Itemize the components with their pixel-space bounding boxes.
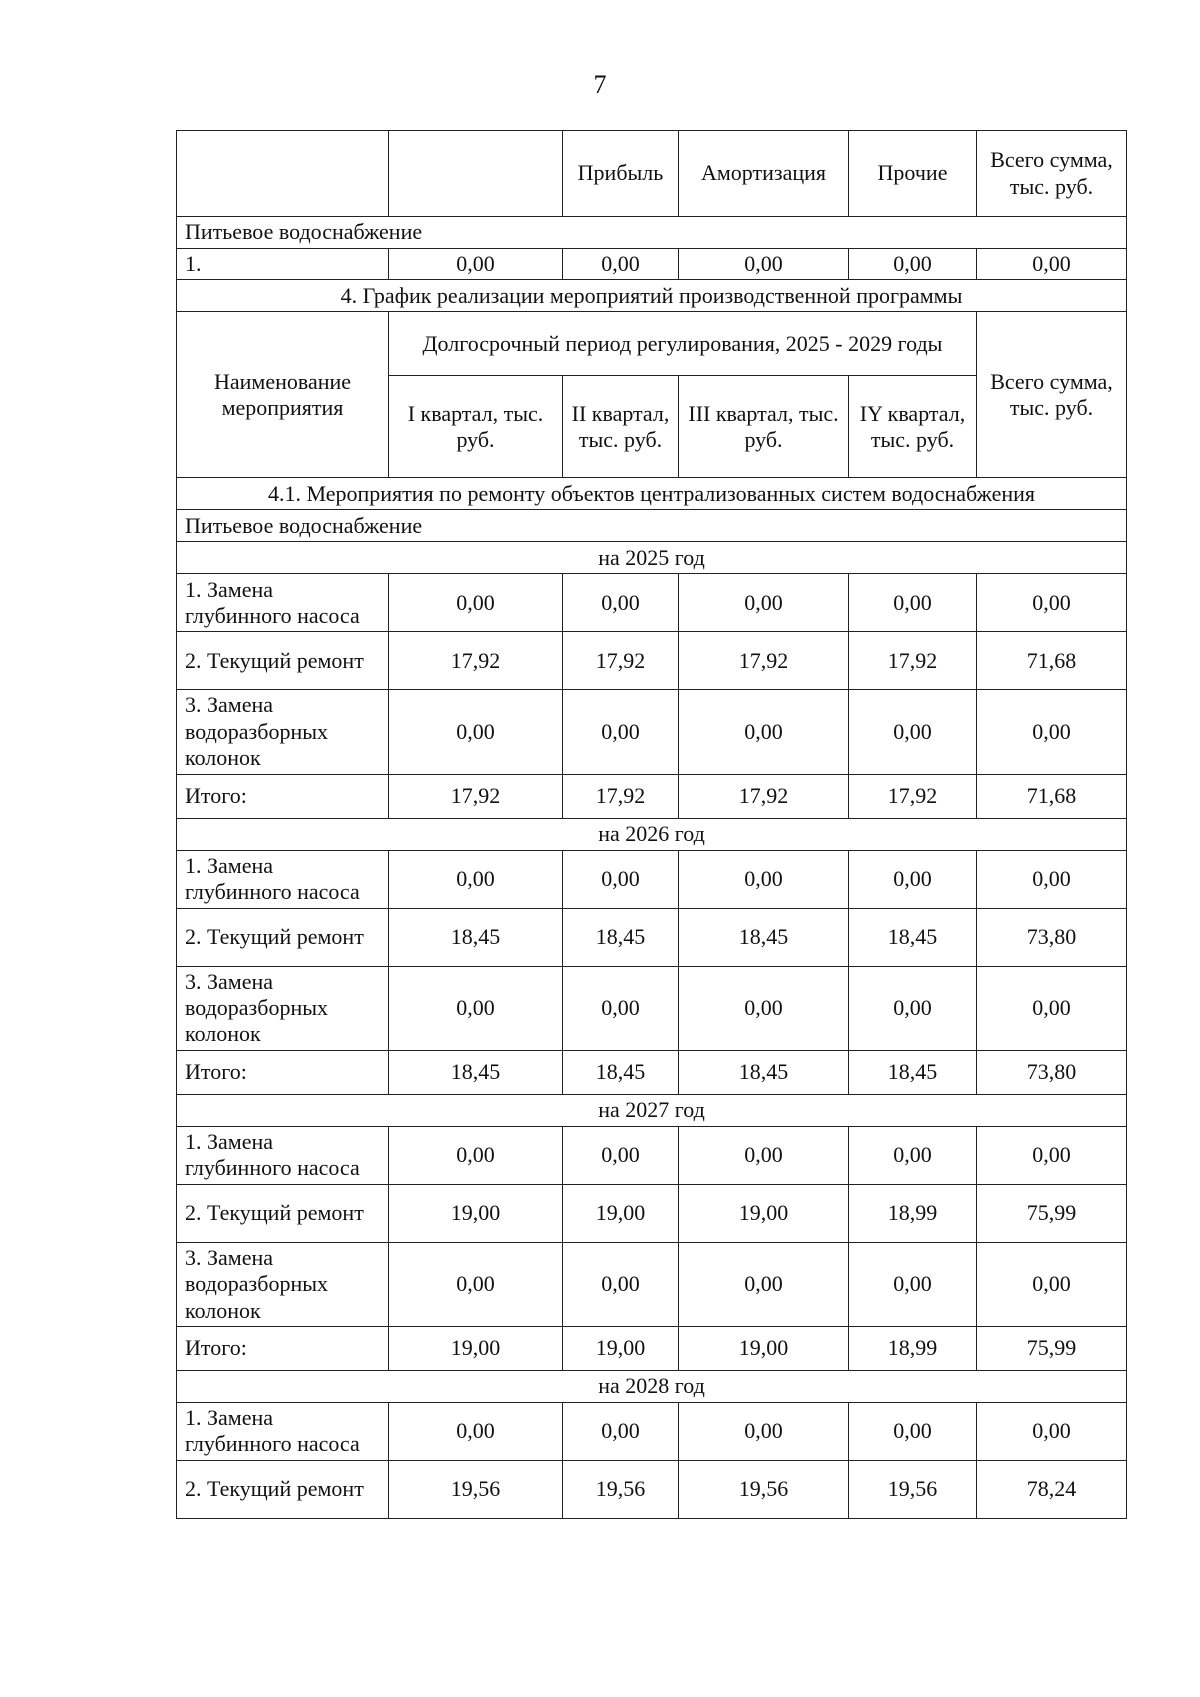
row-total-value: 71,68 bbox=[977, 632, 1127, 690]
header-total: Всего сумма, тыс. руб. bbox=[977, 131, 1127, 217]
funding-value: 0,00 bbox=[563, 249, 679, 280]
schedule-period-header: Долгосрочный период регулирования, 2025 - 2029 годы bbox=[389, 312, 977, 376]
subsection-title-row bbox=[177, 478, 1127, 510]
quarter-value: 0,00 bbox=[679, 1242, 849, 1326]
quarter-value: 18,45 bbox=[849, 1050, 977, 1094]
activity-label: 2. Текущий ремонт bbox=[177, 632, 389, 690]
activity-label: 3. Замена водоразборных колонок bbox=[177, 690, 389, 774]
quarter-value: 19,56 bbox=[679, 1460, 849, 1518]
document-table bbox=[176, 130, 1127, 1519]
quarter-value: 19,00 bbox=[679, 1326, 849, 1370]
quarter-value: 19,56 bbox=[389, 1460, 563, 1518]
quarter-value: 18,45 bbox=[389, 908, 563, 966]
funding-value: 0,00 bbox=[679, 249, 849, 280]
quarter-value: 17,92 bbox=[389, 774, 563, 818]
header-amortization: Амортизация bbox=[679, 131, 849, 217]
year-title-row bbox=[177, 1370, 1127, 1402]
activity-label: 2. Текущий ремонт bbox=[177, 1184, 389, 1242]
quarter-value: 19,00 bbox=[389, 1184, 563, 1242]
quarter-value: 0,00 bbox=[389, 1242, 563, 1326]
subsection-group: Питьевое водоснабжение bbox=[177, 510, 1127, 542]
row-total-value: 75,99 bbox=[977, 1184, 1127, 1242]
quarter-value: 0,00 bbox=[389, 850, 563, 908]
quarter-value: 17,92 bbox=[849, 632, 977, 690]
quarter-value: 17,92 bbox=[849, 774, 977, 818]
quarter-value: 18,45 bbox=[849, 908, 977, 966]
quarter-value: 0,00 bbox=[563, 1126, 679, 1184]
quarter-value: 19,00 bbox=[679, 1184, 849, 1242]
funding-value: 0,00 bbox=[849, 249, 977, 280]
row-total-value: 71,68 bbox=[977, 774, 1127, 818]
table-row bbox=[177, 574, 1127, 632]
quarter-value: 0,00 bbox=[389, 690, 563, 774]
table-row bbox=[177, 1460, 1127, 1518]
quarter-value: 17,92 bbox=[679, 632, 849, 690]
quarter-value: 0,00 bbox=[563, 966, 679, 1050]
row-total-value: 0,00 bbox=[977, 574, 1127, 632]
funding-row-label: 1. bbox=[177, 249, 389, 280]
total-row bbox=[177, 1050, 1127, 1094]
quarter-value: 0,00 bbox=[389, 1126, 563, 1184]
quarter-value: 18,45 bbox=[679, 908, 849, 966]
quarter-value: 18,45 bbox=[679, 1050, 849, 1094]
quarter-value: 0,00 bbox=[849, 1242, 977, 1326]
funding-value: 0,00 bbox=[389, 249, 563, 280]
subsection-title: 4.1. Мероприятия по ремонту объектов централизованных систем водоснабжения bbox=[177, 478, 1127, 510]
total-label: Итого: bbox=[177, 774, 389, 818]
year-title-row bbox=[177, 818, 1127, 850]
funding-section-row bbox=[177, 217, 1127, 249]
header-empty-cell bbox=[177, 131, 389, 217]
schedule-name-header: Наименование мероприятия bbox=[177, 312, 389, 478]
table-row bbox=[177, 850, 1127, 908]
activity-label: 2. Текущий ремонт bbox=[177, 908, 389, 966]
quarter-value: 0,00 bbox=[849, 574, 977, 632]
table-row bbox=[177, 1126, 1127, 1184]
activity-label: 1. Замена глубинного насоса bbox=[177, 850, 389, 908]
quarter-value: 0,00 bbox=[679, 966, 849, 1050]
total-label: Итого: bbox=[177, 1326, 389, 1370]
quarter-value: 19,00 bbox=[563, 1184, 679, 1242]
row-total-value: 73,80 bbox=[977, 1050, 1127, 1094]
header-empty-cell bbox=[389, 131, 563, 217]
quarter-value: 0,00 bbox=[679, 690, 849, 774]
quarter-value: 19,00 bbox=[389, 1326, 563, 1370]
quarter-value: 17,92 bbox=[563, 774, 679, 818]
table-row bbox=[177, 632, 1127, 690]
year-title: на 2028 год bbox=[177, 1370, 1127, 1402]
quarter-value: 19,56 bbox=[563, 1460, 679, 1518]
quarter-value: 0,00 bbox=[679, 850, 849, 908]
row-total-value: 78,24 bbox=[977, 1460, 1127, 1518]
quarter-value: 18,99 bbox=[849, 1326, 977, 1370]
row-total-value: 73,80 bbox=[977, 908, 1127, 966]
year-title: на 2026 год bbox=[177, 818, 1127, 850]
table-row bbox=[177, 1402, 1127, 1460]
quarter-value: 0,00 bbox=[849, 1126, 977, 1184]
quarter-value: 0,00 bbox=[563, 690, 679, 774]
quarter-value: 18,45 bbox=[563, 1050, 679, 1094]
activity-label: 2. Текущий ремонт bbox=[177, 1460, 389, 1518]
row-total-value: 0,00 bbox=[977, 1402, 1127, 1460]
quarter-value: 0,00 bbox=[563, 574, 679, 632]
row-total-value: 0,00 bbox=[977, 850, 1127, 908]
activity-label: 1. Замена глубинного насоса bbox=[177, 1126, 389, 1184]
quarter-value: 17,92 bbox=[563, 632, 679, 690]
quarter-value: 0,00 bbox=[563, 1402, 679, 1460]
table-row bbox=[177, 1242, 1127, 1326]
row-total-value: 0,00 bbox=[977, 966, 1127, 1050]
total-row bbox=[177, 774, 1127, 818]
header-other: Прочие bbox=[849, 131, 977, 217]
quarter-value: 0,00 bbox=[679, 1126, 849, 1184]
quarter-value: 0,00 bbox=[849, 850, 977, 908]
row-total-value: 0,00 bbox=[977, 1242, 1127, 1326]
year-title: на 2027 год bbox=[177, 1094, 1127, 1126]
year-title-row bbox=[177, 542, 1127, 574]
funding-data-row bbox=[177, 249, 1127, 280]
schedule-header-row bbox=[177, 312, 1127, 376]
quarter-2-header: II квартал, тыс. руб. bbox=[563, 376, 679, 478]
quarter-value: 19,00 bbox=[563, 1326, 679, 1370]
activity-label: 3. Замена водоразборных колонок bbox=[177, 1242, 389, 1326]
quarter-1-header: I квартал, тыс. руб. bbox=[389, 376, 563, 478]
quarter-value: 0,00 bbox=[679, 574, 849, 632]
quarter-value: 17,92 bbox=[679, 774, 849, 818]
section4-title-row bbox=[177, 280, 1127, 312]
funding-section-label: Питьевое водоснабжение bbox=[177, 217, 1127, 249]
quarter-3-header: III квартал, тыс. руб. bbox=[679, 376, 849, 478]
table-row bbox=[177, 966, 1127, 1050]
section4-title: 4. График реализации мероприятий производственной программы bbox=[177, 280, 1127, 312]
quarter-value: 18,45 bbox=[563, 908, 679, 966]
total-row bbox=[177, 1326, 1127, 1370]
table-row bbox=[177, 1184, 1127, 1242]
quarter-value: 0,00 bbox=[679, 1402, 849, 1460]
row-total-value: 0,00 bbox=[977, 1126, 1127, 1184]
page-number: 7 bbox=[593, 70, 607, 99]
quarter-value: 0,00 bbox=[849, 690, 977, 774]
quarter-value: 18,99 bbox=[849, 1184, 977, 1242]
subsection-group-row bbox=[177, 510, 1127, 542]
table-row bbox=[177, 908, 1127, 966]
year-title-row bbox=[177, 1094, 1127, 1126]
funding-value: 0,00 bbox=[977, 249, 1127, 280]
activity-label: 1. Замена глубинного насоса bbox=[177, 1402, 389, 1460]
quarter-4-header: IY квартал, тыс. руб. bbox=[849, 376, 977, 478]
total-label: Итого: bbox=[177, 1050, 389, 1094]
quarter-value: 0,00 bbox=[389, 966, 563, 1050]
activity-label: 1. Замена глубинного насоса bbox=[177, 574, 389, 632]
table-body bbox=[177, 131, 1127, 1519]
quarter-value: 18,45 bbox=[389, 1050, 563, 1094]
header-profit: Прибыль bbox=[563, 131, 679, 217]
quarter-value: 19,56 bbox=[849, 1460, 977, 1518]
quarter-value: 0,00 bbox=[563, 1242, 679, 1326]
quarter-value: 17,92 bbox=[389, 632, 563, 690]
schedule-total-header: Всего сумма, тыс. руб. bbox=[977, 312, 1127, 478]
quarter-value: 0,00 bbox=[389, 1402, 563, 1460]
quarter-value: 0,00 bbox=[849, 1402, 977, 1460]
activity-label: 3. Замена водоразборных колонок bbox=[177, 966, 389, 1050]
quarter-value: 0,00 bbox=[389, 574, 563, 632]
row-total-value: 75,99 bbox=[977, 1326, 1127, 1370]
year-title: на 2025 год bbox=[177, 542, 1127, 574]
quarter-value: 0,00 bbox=[563, 850, 679, 908]
funding-header-row bbox=[177, 131, 1127, 217]
table-row bbox=[177, 690, 1127, 774]
quarter-value: 0,00 bbox=[849, 966, 977, 1050]
row-total-value: 0,00 bbox=[977, 690, 1127, 774]
